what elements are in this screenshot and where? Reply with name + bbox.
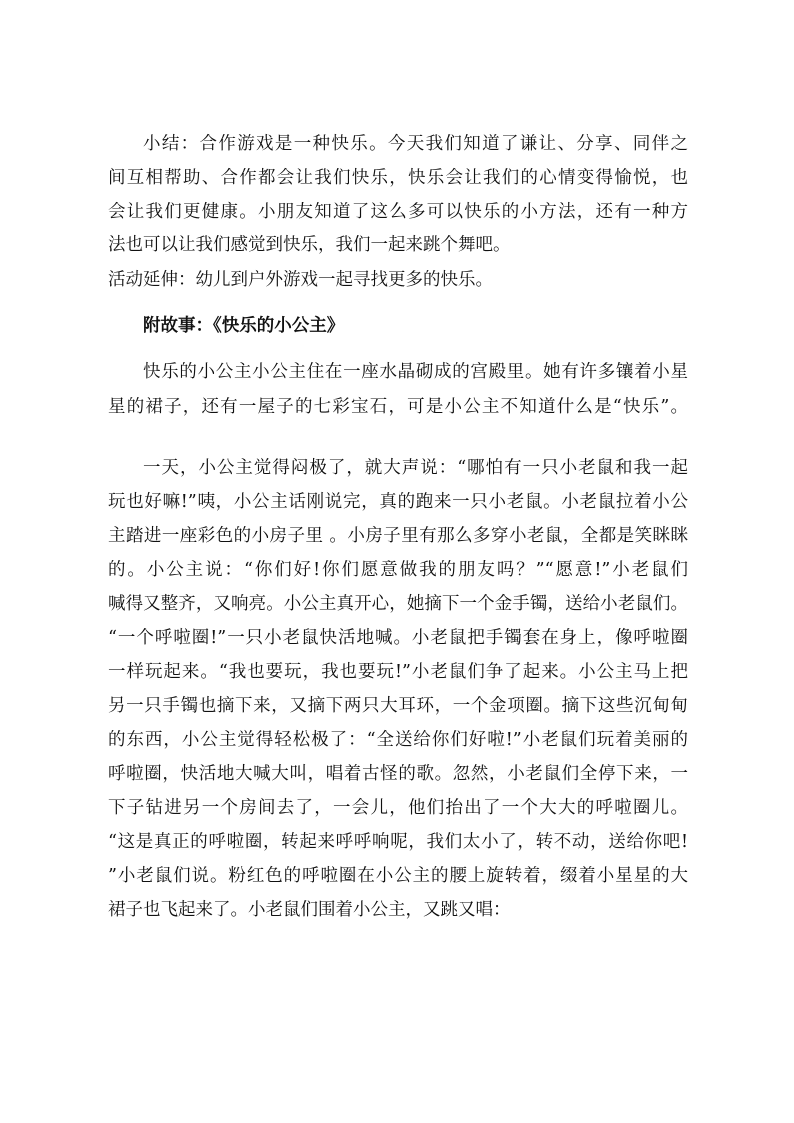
story-line: ”小老鼠们说。粉红色的呼啦圈在小公主的腰上旋转着，缀着小星星的大	[108, 866, 688, 886]
summary-line: 小结：合作游戏是一种快乐。今天我们知道了谦让、分享、同伴之	[143, 134, 688, 154]
story-line: 另一只手镯也摘下来，又摘下两只大耳环，一个金项圈。摘下这些沉甸甸	[108, 696, 688, 716]
story-title: 附故事：《快乐的小公主》	[143, 316, 345, 336]
summary-line: 法也可以让我们感觉到快乐，我们一起来跳个舞吧。	[108, 235, 511, 255]
story-line: 裙子也飞起来了。小老鼠们围着小公主，又跳又唱：	[108, 900, 511, 920]
story-line: 呼啦圈，快活地大喊大叫，唱着古怪的歌。忽然，小老鼠们全停下来，一	[108, 764, 688, 784]
story-line: 喊得又整齐，又响亮。小公主真开心，她摘下一个金手镯，送给小老鼠们。	[108, 594, 688, 614]
story-line: “一个呼啦圈!”一只小老鼠快活地喊。小老鼠把手镯套在身上，像呼啦圈	[108, 628, 688, 648]
story-line: 星的裙子，还有一屋子的七彩宝石，可是小公主不知道什么是“快乐”。	[108, 397, 688, 417]
story-line: 下子钻进另一个房间去了，一会儿，他们抬出了一个大大的呼啦圈儿。	[108, 798, 688, 818]
story-line: 一样玩起来。“我也要玩，我也要玩!”小老鼠们争了起来。小公主马上把	[108, 662, 688, 682]
activity-extension: 活动延伸：幼儿到户外游戏一起寻找更多的快乐。	[108, 270, 493, 290]
story-line: 的东西，小公主觉得轻松极了：“全送给你们好啦!”小老鼠们玩着美丽的	[108, 730, 688, 750]
story-line: 的。小公主说：“你们好!你们愿意做我的朋友吗？”“愿意!”小老鼠们	[108, 560, 688, 580]
summary-line: 间互相帮助、合作都会让我们快乐，快乐会让我们的心情变得愉悦，也	[108, 168, 688, 188]
story-line: 玩也好嘛!”咦，小公主话刚说完，真的跑来一只小老鼠。小老鼠拉着小公	[108, 492, 688, 512]
story-line: 快乐的小公主小公主住在一座水晶砌成的宫殿里。她有许多镶着小星	[143, 362, 688, 382]
story-line: “这是真正的呼啦圈，转起来呼呼响呢，我们太小了，转不动，送给你吧!	[108, 832, 688, 852]
story-line: 主踏进一座彩色的小房子里 。小房子里有那么多穿小老鼠，全都是笑眯眯	[108, 526, 688, 546]
story-line: 一天，小公主觉得闷极了，就大声说：“哪怕有一只小老鼠和我一起	[143, 458, 688, 478]
summary-line: 会让我们更健康。小朋友知道了这么多可以快乐的小方法，还有一种方	[108, 202, 688, 222]
